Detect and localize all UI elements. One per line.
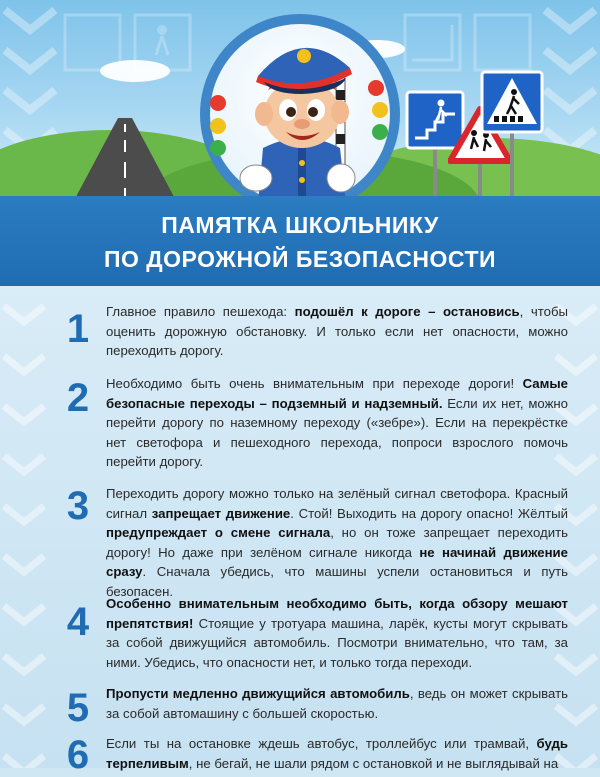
rule-text-segment: . Стой! Выходить на дорогу опасно! Жёлтый — [290, 505, 568, 521]
rule-text-emphasis: Пропусти медленно движущийся автомобиль — [106, 686, 410, 701]
rule-text — [106, 734, 568, 773]
rule-text-segment: , но он тоже запрещает переходить дорогу! Но даже при зелёном сигнале никогда — [106, 525, 568, 560]
rule-text-segment: , чтобы оценить дорожную обстановку. И только если нет опасности, можно переходить дорогу. — [106, 304, 568, 359]
cloud — [100, 60, 170, 82]
rule-text-emphasis: Самые безопасные переходы – подземный и надземный. — [106, 376, 568, 411]
rule-text-segment: Необходимо быть очень внимательным при переходе дороги! — [106, 376, 523, 391]
chevron-pattern-left — [0, 286, 48, 768]
rule-number: 4 — [66, 600, 90, 644]
rule-text — [106, 374, 568, 472]
rule-text-segment: Стоящие у тротуара машина, ларёк, кусты могут скрывать за собой движущийся автомобиль. Посмотри внимательно, что там, за ними. Убедись, что опасности нет, и только тогда переходи. — [106, 615, 568, 670]
rule-text — [106, 484, 568, 602]
rule-text-segment: Переходить дорогу можно только на зелёный сигнал светофора. Красный сигнал — [106, 486, 568, 521]
rule-number: 1 — [66, 307, 90, 351]
rule-text — [106, 594, 568, 672]
mascot-policeman-icon — [228, 28, 378, 204]
pedestrian-crossing-sign-icon — [480, 70, 544, 207]
rule-text — [106, 302, 568, 361]
rule-text — [106, 684, 568, 723]
rule-text-segment: , не бегай, не шали рядом с остановкой и не выглядывай на — [188, 755, 559, 771]
rule-text-emphasis: предупреждает о смене сигнала — [106, 525, 331, 541]
rule-text-emphasis: не начинай движение сразу — [106, 544, 568, 580]
rule-number: 3 — [66, 484, 90, 528]
rule-text-emphasis: Особенно внимательным необходимо быть, когда обзору мешают препятствия! — [106, 596, 568, 631]
rule-text-emphasis: будь терпеливым — [106, 736, 568, 771]
rule-text-segment: , ведь он может скрывать за собой автомашину с большей скоростью. — [106, 686, 568, 721]
page-title-line-2: ПО ДОРОЖНОЙ БЕЗОПАСНОСТИ — [103, 246, 497, 272]
road — [70, 118, 180, 207]
rule-text-emphasis: запрещает движение — [151, 505, 291, 521]
rule-text-emphasis: подошёл к дороге – остановись — [294, 304, 520, 319]
rule-text-segment: Если их нет, можно перейти дорогу по наземному переходу («зебре»). Если на перекрёстке нет светофора и пешеходного перехода, попроси взрослого помочь перейти дорогу. — [106, 395, 569, 470]
rule-number: 5 — [66, 686, 90, 730]
rule-number: 6 — [66, 733, 90, 777]
page-title-line-1: ПАМЯТКА ШКОЛЬНИКУ — [161, 212, 439, 238]
rule-text-segment: Если ты на остановке ждешь автобус, троллейбус или трамвай, — [106, 736, 537, 751]
rule-number: 2 — [66, 376, 90, 420]
header-illustration — [0, 0, 600, 207]
rule-text-segment: . Сначала убедись, что машины успели остановиться и путь безопасен. — [106, 564, 568, 599]
rule-text-segment: Главное правило пешехода: — [106, 304, 295, 319]
